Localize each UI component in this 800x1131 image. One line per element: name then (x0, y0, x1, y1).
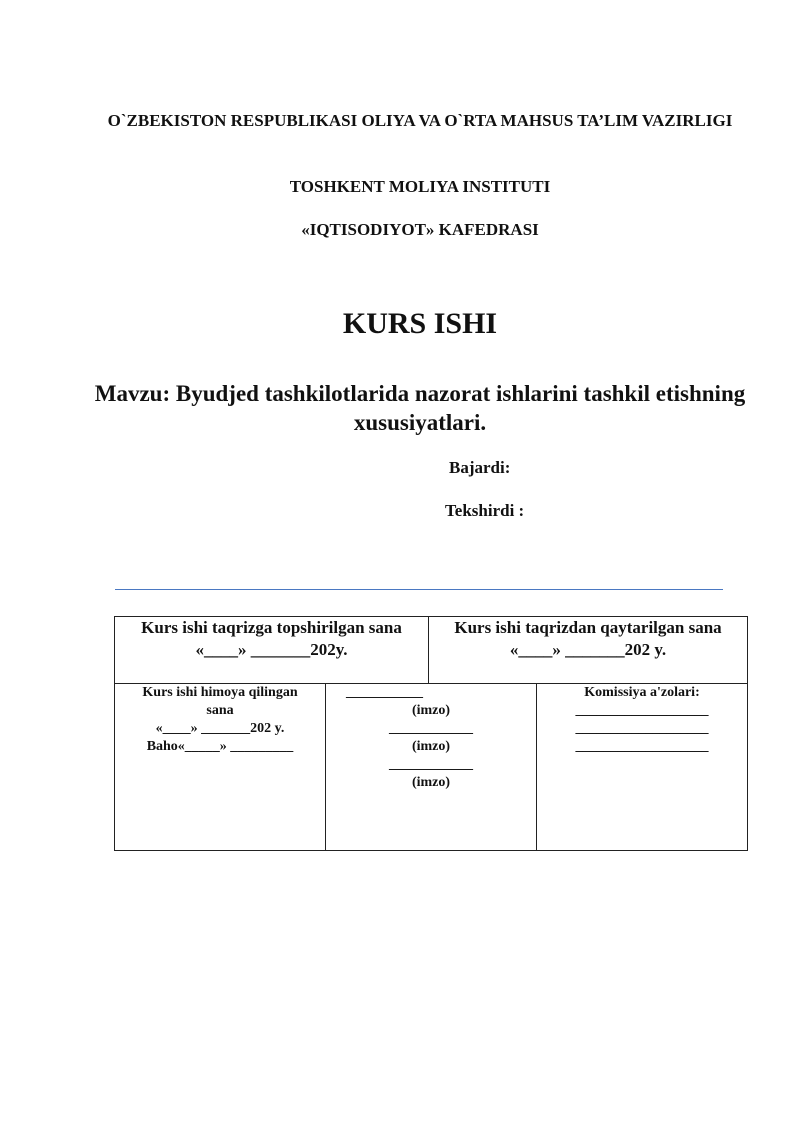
signatures-cell (326, 684, 537, 851)
defense-date: «____» _______202 y. (155, 721, 285, 736)
defense-label-line1: Kurs ishi himoya qilingan (142, 685, 298, 700)
separator-line (115, 589, 723, 590)
defense-label-line2: sana (206, 703, 234, 718)
ministry-heading: O`ZBEKISTON RESPUBLIKASI OLIYA VA O`RTA MAHSUS TA’LIM VAZIRLIGI (107, 111, 733, 130)
performed-by-label: Bajardi: (449, 458, 511, 477)
grade-field: Baho«_____» _________ (146, 739, 294, 754)
review-table (114, 616, 748, 851)
submitted-label: Kurs ishi taqrizga topshirilgan sana (141, 618, 402, 637)
signature-line-1: ___________ (346, 685, 423, 700)
submitted-date-cell (115, 617, 429, 684)
document-title: KURS ISHI (342, 307, 498, 340)
returned-label: Kurs ishi taqrizdan qaytarilgan sana (454, 618, 722, 637)
commission-label: Komissiya a'zolari: (584, 685, 700, 700)
department-heading: «IQTISODIYOT» KAFEDRASI (301, 220, 539, 239)
returned-date-cell (429, 617, 748, 684)
submitted-date: «____» _______202y. (195, 640, 348, 659)
returned-date: «____» _______202 y. (509, 640, 667, 659)
signature-caption-2: (imzo) (411, 739, 451, 754)
topic-heading: Mavzu: Byudjed tashkilotlarida nazorat ishlarini tashkil etishning xususiyatlari. (94, 381, 746, 435)
commission-line-1: ___________________ (575, 703, 709, 718)
signature-line-3: ____________ (389, 757, 473, 772)
defense-row (115, 684, 748, 851)
checked-by-label: Tekshirdi : (445, 501, 525, 520)
commission-line-3: ___________________ (575, 739, 709, 754)
commission-cell (537, 684, 748, 851)
commission-line-2: ___________________ (575, 721, 709, 736)
signature-caption-3: (imzo) (411, 775, 451, 790)
signature-line-2: ____________ (389, 721, 473, 736)
review-dates-row (115, 617, 748, 684)
defense-cell (115, 684, 326, 851)
institute-heading: TOSHKENT MOLIYA INSTITUTI (289, 177, 551, 196)
signature-caption-1: (imzo) (411, 703, 451, 718)
